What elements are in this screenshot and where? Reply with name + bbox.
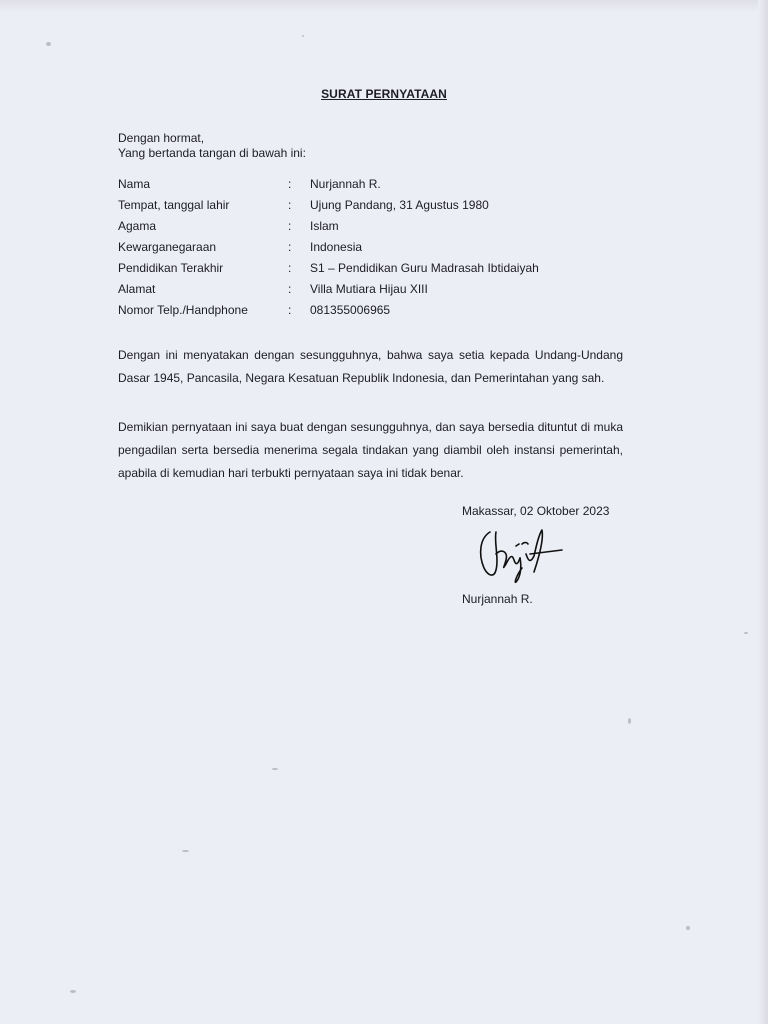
field-row-nomor-telp <box>118 303 638 324</box>
scan-speck <box>744 632 748 634</box>
field-colon: : <box>288 198 292 212</box>
field-label: Kewarganegaraan <box>118 240 217 254</box>
field-value: Islam <box>310 219 339 233</box>
field-colon: : <box>288 303 292 317</box>
handwritten-signature <box>472 524 566 586</box>
field-colon: : <box>288 282 292 296</box>
field-label: Tempat, tanggal lahir <box>118 198 230 212</box>
identity-fields <box>118 177 638 324</box>
field-label: Nomor Telp./Handphone <box>118 303 248 317</box>
field-colon: : <box>288 261 292 275</box>
field-label: Nama <box>118 177 151 191</box>
scan-speck <box>182 850 189 852</box>
greeting: Dengan hormat, <box>118 131 205 145</box>
document-title: SURAT PERNYATAAN <box>321 87 447 101</box>
field-row-kewarganegaraan <box>118 240 638 261</box>
scan-shadow-top <box>0 0 768 12</box>
scan-speck <box>302 35 304 37</box>
field-value: S1 – Pendidikan Guru Madrasah Ibtidaiyah <box>310 261 539 275</box>
field-value: 081355006965 <box>310 303 391 317</box>
field-label: Pendidikan Terakhir <box>118 261 224 275</box>
scan-speck <box>46 42 51 46</box>
field-value: Ujung Pandang, 31 Agustus 1980 <box>310 198 489 212</box>
field-label: Alamat <box>118 282 156 296</box>
field-row-agama <box>118 219 638 240</box>
signer-name: Nurjannah R. <box>462 592 533 606</box>
field-row-alamat <box>118 282 638 303</box>
field-colon: : <box>288 177 292 191</box>
scan-speck <box>272 768 278 770</box>
scan-speck <box>686 926 690 930</box>
field-row-pendidikan-terakhir <box>118 261 638 282</box>
field-row-tempat-tanggal-lahir <box>118 198 638 219</box>
scan-speck <box>628 718 631 724</box>
field-value: Indonesia <box>310 240 363 254</box>
closing-paragraph: Demikian pernyataan ini saya buat dengan sesungguhnya, dan saya bersedia dituntut di muka pengadilan serta bersedia menerima segala tindakan yang diambil oleh instansi pemerintah, apabila di kemudian hari terbukti pernyataan saya ini tidak benar. <box>118 420 623 480</box>
field-colon: : <box>288 219 292 233</box>
field-colon: : <box>288 240 292 254</box>
scan-shadow-right <box>758 0 768 1024</box>
place-and-date: Makassar, 02 Oktober 2023 <box>462 504 610 518</box>
field-label: Agama <box>118 219 157 233</box>
field-value: Villa Mutiara Hijau XIII <box>310 282 428 296</box>
intro-line: Yang bertanda tangan di bawah ini: <box>118 146 306 160</box>
field-value: Nurjannah R. <box>310 177 381 191</box>
field-row-nama <box>118 177 638 198</box>
statement-paragraph: Dengan ini menyatakan dengan sesungguhnya, bahwa saya setia kepada Undang-Undang Dasar 1945, Pancasila, Negara Kesatuan Republik Indonesia, dan Pemerintahan yang sah. <box>118 348 623 385</box>
scan-speck <box>70 990 76 993</box>
